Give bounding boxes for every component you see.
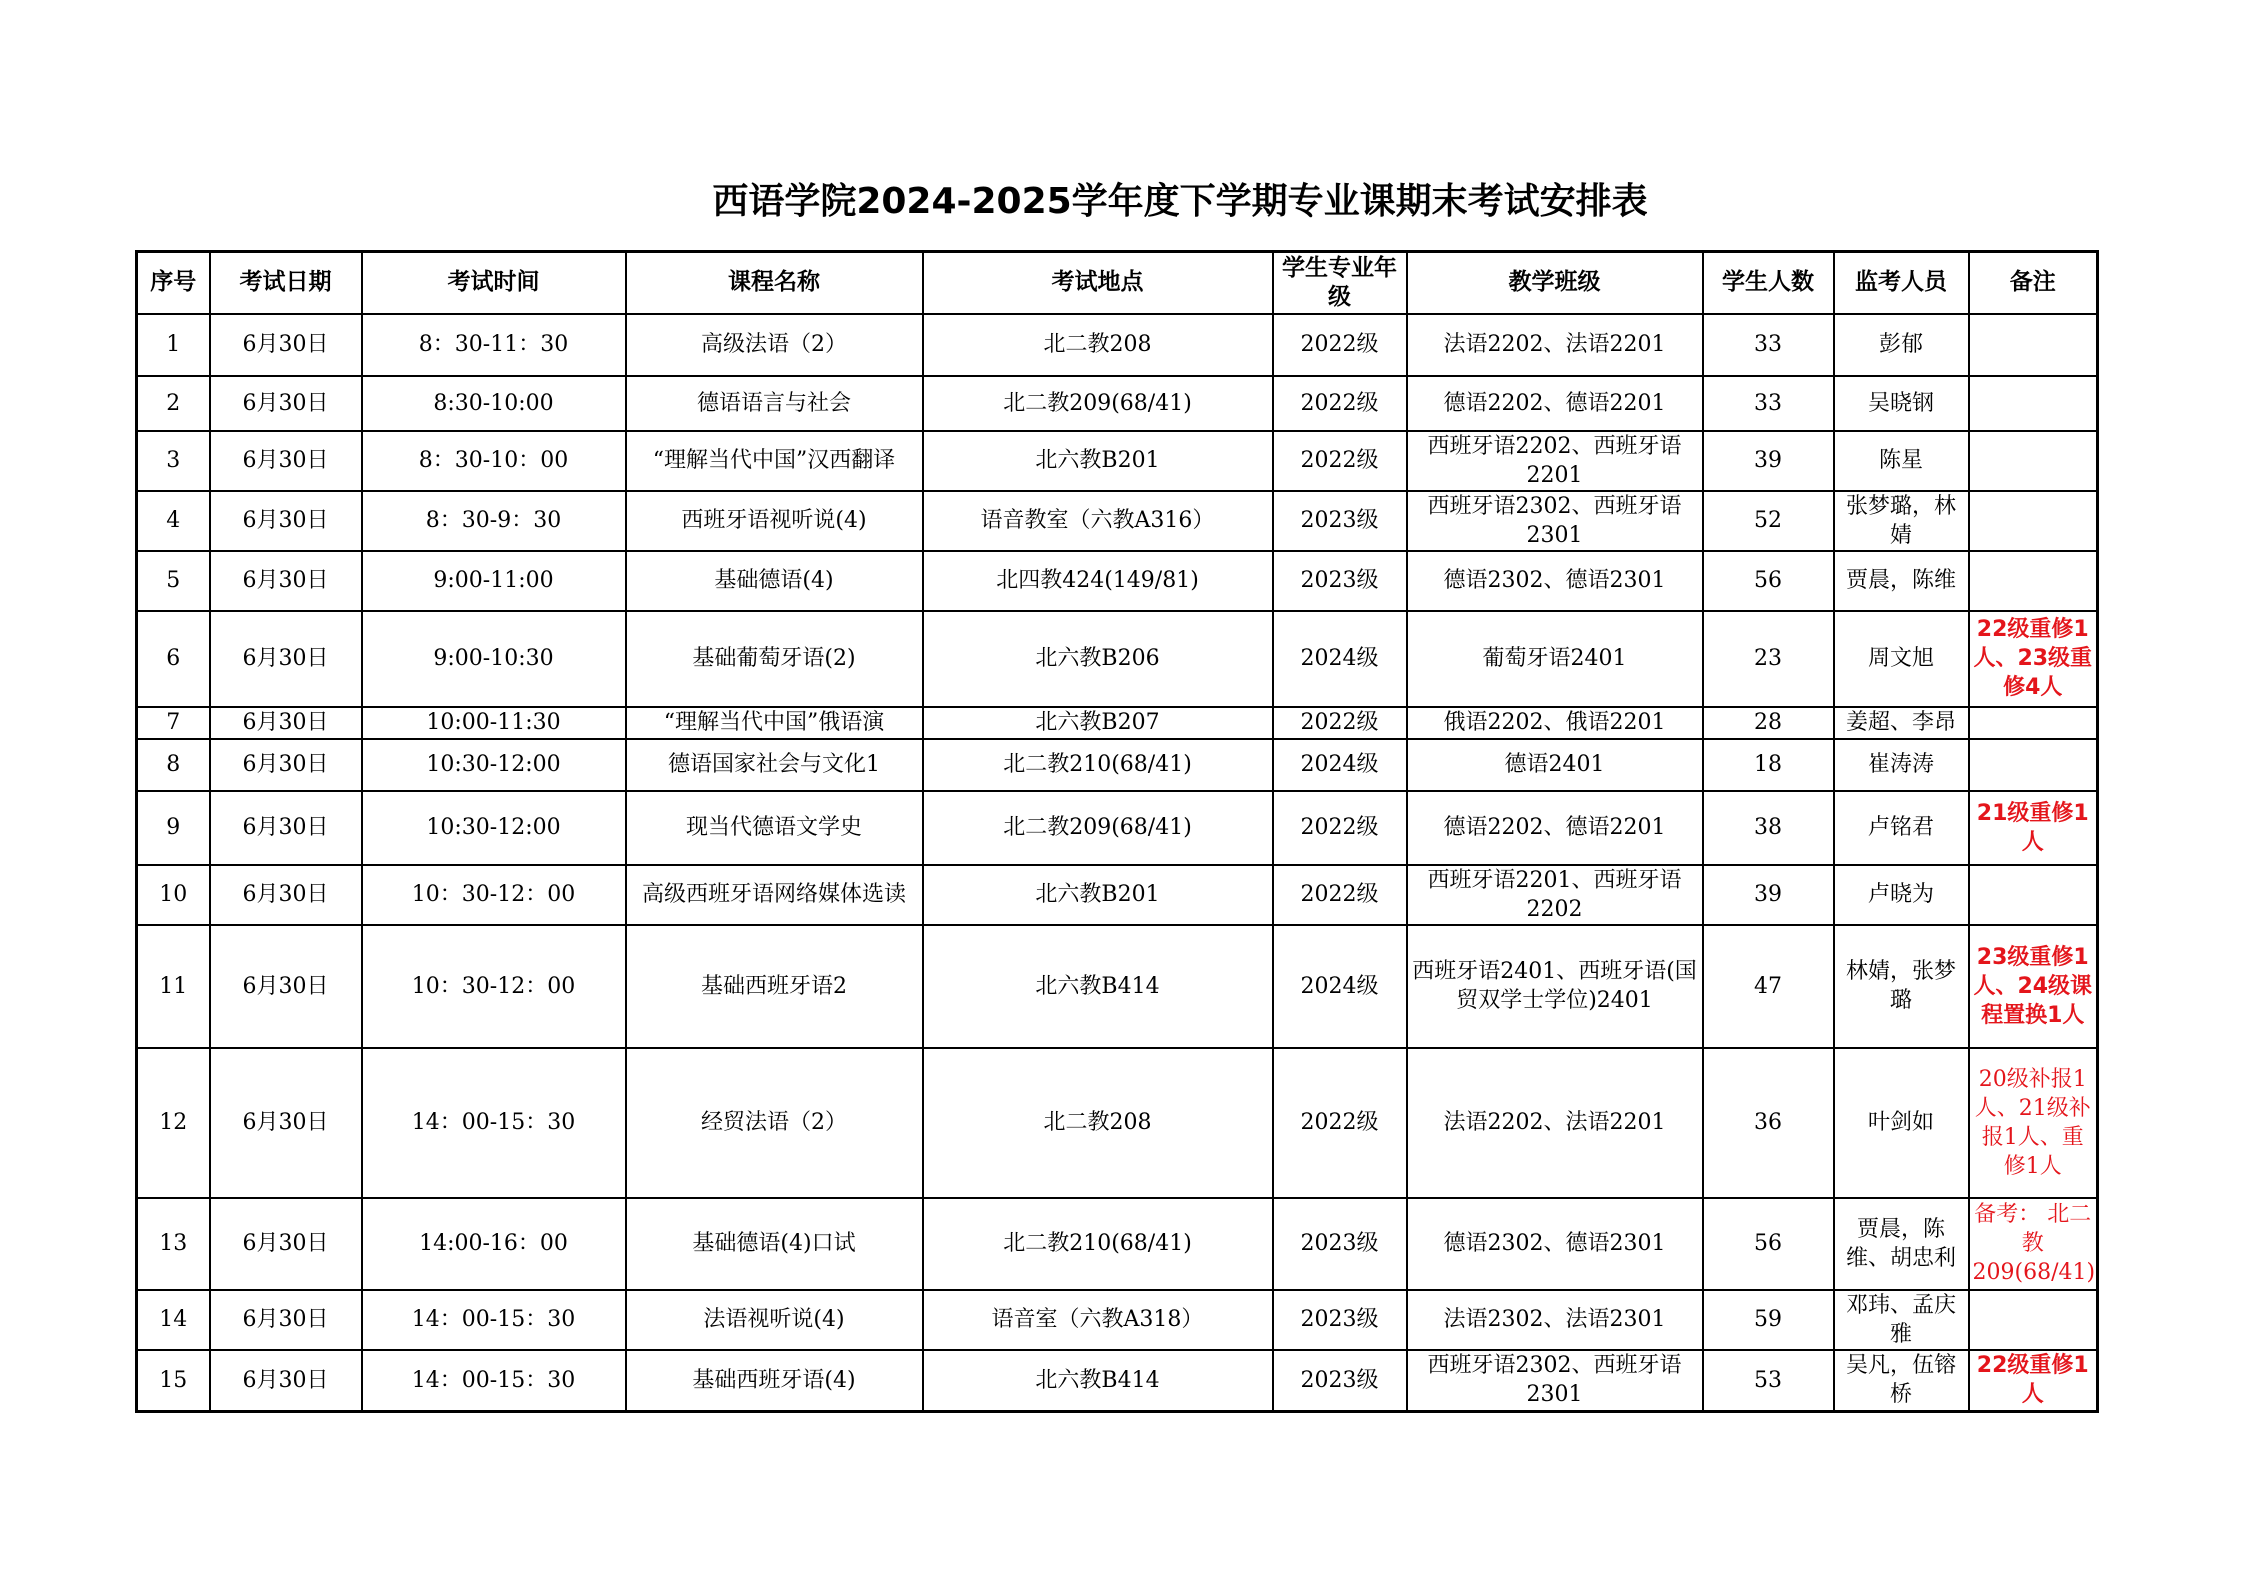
table-cell: 2022级 <box>1273 707 1407 739</box>
header-cell: 考试时间 <box>362 252 626 314</box>
table-cell: 崔涛涛 <box>1834 739 1969 791</box>
table-cell: “理解当代中国”俄语演 <box>626 707 923 739</box>
table-cell: 6月30日 <box>210 314 362 376</box>
table-cell: 德语2202、德语2201 <box>1407 791 1703 865</box>
table-cell: 德语国家社会与文化1 <box>626 739 923 791</box>
table-cell: 周文旭 <box>1834 611 1969 707</box>
table-cell: 6月30日 <box>210 865 362 925</box>
table-cell: 6月30日 <box>210 1290 362 1350</box>
table-cell: 6月30日 <box>210 376 362 431</box>
table-cell: 10：30-12：00 <box>362 925 626 1048</box>
table-cell: 北二教208 <box>923 314 1273 376</box>
table-cell: 10 <box>137 865 210 925</box>
table-cell: 9 <box>137 791 210 865</box>
table-cell: 北六教B207 <box>923 707 1273 739</box>
table-cell: 2022级 <box>1273 791 1407 865</box>
table-cell: 11 <box>137 925 210 1048</box>
table-cell: 张梦璐，林婧 <box>1834 491 1969 551</box>
table-cell: 北二教209(68/41) <box>923 791 1273 865</box>
table-row <box>137 865 2098 925</box>
table-row <box>137 314 2098 376</box>
table-cell: 北六教B414 <box>923 925 1273 1048</box>
remark-cell <box>1969 431 2098 491</box>
table-cell: 北二教208 <box>923 1048 1273 1198</box>
table-row <box>137 1048 2098 1198</box>
table-cell: 39 <box>1703 865 1834 925</box>
table-cell: 2023级 <box>1273 1350 1407 1412</box>
table-cell: 8：30-11：30 <box>362 314 626 376</box>
table-cell: 基础德语(4) <box>626 551 923 611</box>
table-cell: 5 <box>137 551 210 611</box>
remark-cell: 20级补报1人、21级补报1人、重修1人 <box>1969 1048 2098 1198</box>
table-cell: 2024级 <box>1273 739 1407 791</box>
table-cell: 9:00-10:30 <box>362 611 626 707</box>
table-cell: 6月30日 <box>210 791 362 865</box>
table-cell: 39 <box>1703 431 1834 491</box>
table-row <box>137 739 2098 791</box>
table-cell: 德语语言与社会 <box>626 376 923 431</box>
table-cell: 北六教B206 <box>923 611 1273 707</box>
table-cell: 13 <box>137 1198 210 1290</box>
remark-cell <box>1969 491 2098 551</box>
remark-cell <box>1969 865 2098 925</box>
table-cell: 法语视听说(4) <box>626 1290 923 1350</box>
table-cell: 3 <box>137 431 210 491</box>
table-cell: 2022级 <box>1273 431 1407 491</box>
table-cell: 10:30-12:00 <box>362 739 626 791</box>
table-cell: 法语2202、法语2201 <box>1407 1048 1703 1198</box>
table-cell: 叶剑如 <box>1834 1048 1969 1198</box>
table-cell: 2023级 <box>1273 1198 1407 1290</box>
table-cell: 2024级 <box>1273 611 1407 707</box>
header-cell: 序号 <box>137 252 210 314</box>
table-cell: 56 <box>1703 551 1834 611</box>
table-cell: 德语2302、德语2301 <box>1407 551 1703 611</box>
table-cell: 俄语2202、俄语2201 <box>1407 707 1703 739</box>
table-cell: 18 <box>1703 739 1834 791</box>
header-cell: 学生专业年级 <box>1273 252 1407 314</box>
table-cell: 卢晓为 <box>1834 865 1969 925</box>
remark-cell: 22级重修1人 <box>1969 1350 2098 1412</box>
table-cell: 贾晨，陈维、胡忠利 <box>1834 1198 1969 1290</box>
table-cell: 北二教210(68/41) <box>923 739 1273 791</box>
table-cell: 基础西班牙语2 <box>626 925 923 1048</box>
remark-cell: 21级重修1人 <box>1969 791 2098 865</box>
table-cell: 8：30-10：00 <box>362 431 626 491</box>
table-cell: 德语2401 <box>1407 739 1703 791</box>
table-cell: 卢铭君 <box>1834 791 1969 865</box>
table-cell: 语音室（六教A318） <box>923 1290 1273 1350</box>
table-cell: 2023级 <box>1273 1290 1407 1350</box>
table-cell: 北二教209(68/41) <box>923 376 1273 431</box>
table-cell: 高级法语（2） <box>626 314 923 376</box>
table-cell: 33 <box>1703 376 1834 431</box>
table-cell: 52 <box>1703 491 1834 551</box>
table-cell: 2022级 <box>1273 314 1407 376</box>
table-cell: 33 <box>1703 314 1834 376</box>
header-cell: 教学班级 <box>1407 252 1703 314</box>
table-cell: 6月30日 <box>210 431 362 491</box>
table-cell: 林婧，张梦璐 <box>1834 925 1969 1048</box>
table-row <box>137 707 2098 739</box>
table-cell: 12 <box>137 1048 210 1198</box>
remark-cell <box>1969 376 2098 431</box>
table-cell: 高级西班牙语网络媒体选读 <box>626 865 923 925</box>
table-row <box>137 1350 2098 1412</box>
table-cell: 10：30-12：00 <box>362 865 626 925</box>
table-cell: 6 <box>137 611 210 707</box>
table-body <box>137 314 2098 1412</box>
table-cell: 8:30-10:00 <box>362 376 626 431</box>
table-cell: 北二教210(68/41) <box>923 1198 1273 1290</box>
table-cell: 吴凡，伍镕桥 <box>1834 1350 1969 1412</box>
table-cell: 西班牙语2401、西班牙语(国贸双学士学位)2401 <box>1407 925 1703 1048</box>
table-cell: 2024级 <box>1273 925 1407 1048</box>
table-cell: 2023级 <box>1273 551 1407 611</box>
table-header-row <box>137 252 2098 314</box>
table-cell: 9:00-11:00 <box>362 551 626 611</box>
table-cell: 6月30日 <box>210 1350 362 1412</box>
table-cell: 邓玮、孟庆雅 <box>1834 1290 1969 1350</box>
table-row <box>137 376 2098 431</box>
table-cell: 贾晨，陈维 <box>1834 551 1969 611</box>
table-cell: 北六教B414 <box>923 1350 1273 1412</box>
remark-cell <box>1969 314 2098 376</box>
table-cell: 北六教B201 <box>923 865 1273 925</box>
table-cell: 8 <box>137 739 210 791</box>
table-cell: 14 <box>137 1290 210 1350</box>
table-cell: 德语2302、德语2301 <box>1407 1198 1703 1290</box>
table-cell: 德语2202、德语2201 <box>1407 376 1703 431</box>
table-cell: 36 <box>1703 1048 1834 1198</box>
table-cell: 15 <box>137 1350 210 1412</box>
table-cell: 59 <box>1703 1290 1834 1350</box>
table-cell: 现当代德语文学史 <box>626 791 923 865</box>
header-cell: 学生人数 <box>1703 252 1834 314</box>
table-cell: 6月30日 <box>210 611 362 707</box>
table-row <box>137 551 2098 611</box>
table-row <box>137 431 2098 491</box>
table-cell: 6月30日 <box>210 1048 362 1198</box>
remark-cell: 备考： 北二教209(68/41) <box>1969 1198 2098 1290</box>
table-cell: 基础葡萄牙语(2) <box>626 611 923 707</box>
table-cell: 西班牙语2201、西班牙语2202 <box>1407 865 1703 925</box>
table-cell: 6月30日 <box>210 551 362 611</box>
table-cell: 14：00-15：30 <box>362 1350 626 1412</box>
table-cell: 10:00-11:30 <box>362 707 626 739</box>
table-cell: 53 <box>1703 1350 1834 1412</box>
table-cell: 28 <box>1703 707 1834 739</box>
table-row <box>137 791 2098 865</box>
table-cell: 西班牙语视听说(4) <box>626 491 923 551</box>
table-row <box>137 1290 2098 1350</box>
table-cell: 2 <box>137 376 210 431</box>
table-cell: 38 <box>1703 791 1834 865</box>
table-cell: 14：00-15：30 <box>362 1048 626 1198</box>
table-cell: 10:30-12:00 <box>362 791 626 865</box>
remark-cell: 23级重修1人、24级课程置换1人 <box>1969 925 2098 1048</box>
table-cell: 6月30日 <box>210 739 362 791</box>
table-cell: 北六教B201 <box>923 431 1273 491</box>
header-cell: 考试日期 <box>210 252 362 314</box>
remark-cell <box>1969 551 2098 611</box>
table-cell: 1 <box>137 314 210 376</box>
table-cell: 法语2202、法语2201 <box>1407 314 1703 376</box>
table-row <box>137 611 2098 707</box>
table-cell: 姜超、李昂 <box>1834 707 1969 739</box>
remark-cell <box>1969 1290 2098 1350</box>
table-cell: 经贸法语（2） <box>626 1048 923 1198</box>
table-cell: 14:00-16：00 <box>362 1198 626 1290</box>
table-cell: 56 <box>1703 1198 1834 1290</box>
table-cell: “理解当代中国”汉西翻译 <box>626 431 923 491</box>
table-cell: 2022级 <box>1273 376 1407 431</box>
table-cell: 陈星 <box>1834 431 1969 491</box>
page-title: 西语学院2024-2025学年度下学期专业课期末考试安排表 <box>712 181 1648 222</box>
table-cell: 吴晓钢 <box>1834 376 1969 431</box>
table-cell: 北四教424(149/81) <box>923 551 1273 611</box>
remark-cell <box>1969 739 2098 791</box>
remark-cell: 22级重修1人、23级重修4人 <box>1969 611 2098 707</box>
table-cell: 8：30-9：30 <box>362 491 626 551</box>
header-cell: 监考人员 <box>1834 252 1969 314</box>
table-cell: 6月30日 <box>210 925 362 1048</box>
table-cell: 6月30日 <box>210 707 362 739</box>
remark-cell <box>1969 707 2098 739</box>
table-cell: 葡萄牙语2401 <box>1407 611 1703 707</box>
table-cell: 7 <box>137 707 210 739</box>
table-cell: 西班牙语2202、西班牙语2201 <box>1407 431 1703 491</box>
table-cell: 法语2302、法语2301 <box>1407 1290 1703 1350</box>
table-cell: 彭郁 <box>1834 314 1969 376</box>
header-cell: 备注 <box>1969 252 2098 314</box>
table-cell: 14：00-15：30 <box>362 1290 626 1350</box>
table-cell: 2023级 <box>1273 491 1407 551</box>
exam-schedule-table <box>135 250 2099 1413</box>
table-row <box>137 1198 2098 1290</box>
table-cell: 西班牙语2302、西班牙语2301 <box>1407 491 1703 551</box>
table-cell: 47 <box>1703 925 1834 1048</box>
table-cell: 基础德语(4)口试 <box>626 1198 923 1290</box>
table-cell: 4 <box>137 491 210 551</box>
table-cell: 西班牙语2302、西班牙语2301 <box>1407 1350 1703 1412</box>
table-cell: 6月30日 <box>210 1198 362 1290</box>
table-cell: 23 <box>1703 611 1834 707</box>
table-cell: 基础西班牙语(4) <box>626 1350 923 1412</box>
table-row <box>137 925 2098 1048</box>
table-cell: 语音教室（六教A316） <box>923 491 1273 551</box>
table-cell: 2022级 <box>1273 865 1407 925</box>
header-cell: 课程名称 <box>626 252 923 314</box>
table-cell: 6月30日 <box>210 491 362 551</box>
header-cell: 考试地点 <box>923 252 1273 314</box>
table-row <box>137 491 2098 551</box>
table-cell: 2022级 <box>1273 1048 1407 1198</box>
